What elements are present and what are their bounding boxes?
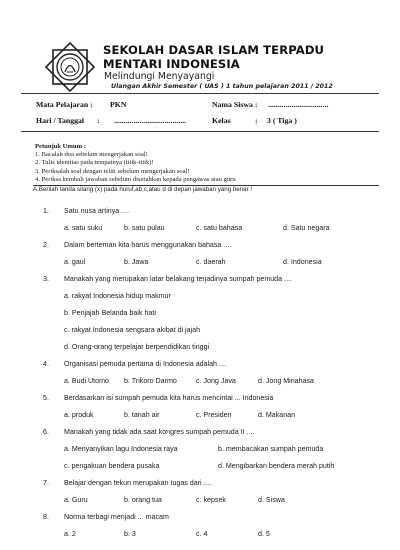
answer-option[interactable]: d. Makanan [258,411,296,419]
school-name-line2: MENTARI INDONESIA [103,57,240,71]
answer-option[interactable]: d. Mengibarkan bendera merah putih [218,462,335,470]
school-logo [44,41,96,93]
answer-option[interactable]: d. Indonesia [283,258,322,266]
answer-option[interactable]: a. rakyat Indonesia hidup makmur [64,292,171,300]
class-label: Kelas [212,116,231,125]
answer-option[interactable]: d. Jong Minahasa [258,377,314,385]
instruction-item: 4. Periksa kembali jawaban sebelum diserahkan kepada pengawas atau guru [35,175,236,183]
answer-option[interactable]: c. 4 [196,530,208,538]
answer-option[interactable]: c. daerah [196,258,226,266]
header-divider [21,93,379,94]
answer-option[interactable]: a. Guru [64,496,88,504]
question-text: Organisasi pemuda pertama di Indonesia adalah .... [64,360,227,368]
school-name-line1: SEKOLAH DASAR ISLAM TERPADU [103,43,325,57]
answer-option[interactable]: c. kepsek [196,496,226,504]
day-date-field[interactable]: ..................................... [114,116,187,125]
instruction-item: 2. Tulis identitas pada tempatnya (titik-titik)! [35,159,154,167]
answer-option[interactable]: a. 2 [64,530,76,538]
answer-option[interactable]: c. satu bahasa [196,224,243,232]
answer-option[interactable]: b. 3 [124,530,136,538]
question-text: Berdasarkan isi sumpah pemuda kita harus mencintai ... Indonesia [64,394,274,402]
answer-option[interactable]: b. orang tua [124,496,162,504]
answer-option[interactable]: a. Menyanyikan lagu Indonesia raya [64,445,178,453]
answer-option[interactable]: b. Trikoro Darmo [124,377,177,385]
question-number: 8. [43,513,49,521]
answer-option[interactable]: c. Presiden [196,411,232,419]
answer-option[interactable]: d. 5 [258,530,270,538]
answer-option[interactable]: a. satu suku [64,224,103,232]
question-number: 2. [43,241,49,249]
answer-option[interactable]: d. Satu negara [283,224,330,232]
question-number: 1. [43,207,49,215]
instruction-item: 1. Bacalah doa sebelum mengerjakan soal! [35,151,148,158]
question-text: Manakah yang tidak ada saat kongres sumpah pemuda II .... [64,428,255,436]
question-number: 6. [43,428,49,436]
answer-option[interactable]: d. Orang-orang terpelajar berpendidikan tinggi [64,343,210,351]
answer-option[interactable]: b. Penjajah Belanda baik hati [64,309,156,317]
class-value: 3 ( Tiga ) [267,116,297,125]
question-number: 3. [43,275,49,283]
question-text: Belajar dengan tekun merupakan tugas dari .... [64,479,212,487]
question-number: 7. [43,479,49,487]
answer-option[interactable]: b. satu pulau [124,224,165,232]
answer-option[interactable]: a. gaul [64,258,86,266]
question-number: 4. [43,360,49,368]
answer-instruction: A.Berilah tanda silang (x) pada huruf,ab,c,atau d di depan jawaban yang benar ! [33,186,253,193]
identity-divider [21,131,379,132]
exam-title: Ulangan Akhir Semester ( UAS ) 1 tahun pelajaran 2011 / 2012 [111,83,333,90]
day-date-separator: : [97,116,100,125]
answer-option[interactable]: c. rakyat Indonesia sengsara akibat di jajah [64,326,201,334]
question-text: Manakah yang merupakan latar belakang terjadinya sumpah pemuda .... [64,275,292,283]
answer-option[interactable]: b. Jawa [124,258,149,266]
class-separator: : [255,116,258,125]
subject-label: Mata Pelajaran : [36,100,93,109]
student-name-field[interactable]: ............................... [268,100,329,109]
student-name-label: Nama Siswa : [212,100,258,109]
question-number: 5. [43,394,49,402]
day-date-label: Hari / Tanggal [36,116,85,125]
answer-option[interactable]: b. membacakan sumpah pemuda [218,445,324,453]
answer-option[interactable]: a. Budi Utomo [64,377,109,385]
instruction-item: 3. Periksalah soal dengan teliti sebelum mengerjakan soal! [35,167,190,175]
school-name [103,43,363,71]
answer-option[interactable]: d. Siswa [258,496,285,504]
instructions-title: Petunjuk Umum : [35,143,86,150]
school-motto: Melindungi Menyayangi [104,71,215,82]
answer-option[interactable]: c. pengakuan bendera pusaka [64,462,160,470]
question-text: Norma terbagi menjadi ... macam [64,513,169,521]
subject-value: PKN [110,100,127,109]
instructions-list [35,151,236,184]
question-text: Satu nusa artinya .... [64,207,130,215]
answer-option[interactable]: b. tanah air [124,411,160,419]
question-text: Dalam berteman kita harus menggunakan bahasa .... [64,241,232,249]
answer-option[interactable]: a. produk [64,411,94,419]
answer-option[interactable]: c. Jong Java [196,377,236,385]
